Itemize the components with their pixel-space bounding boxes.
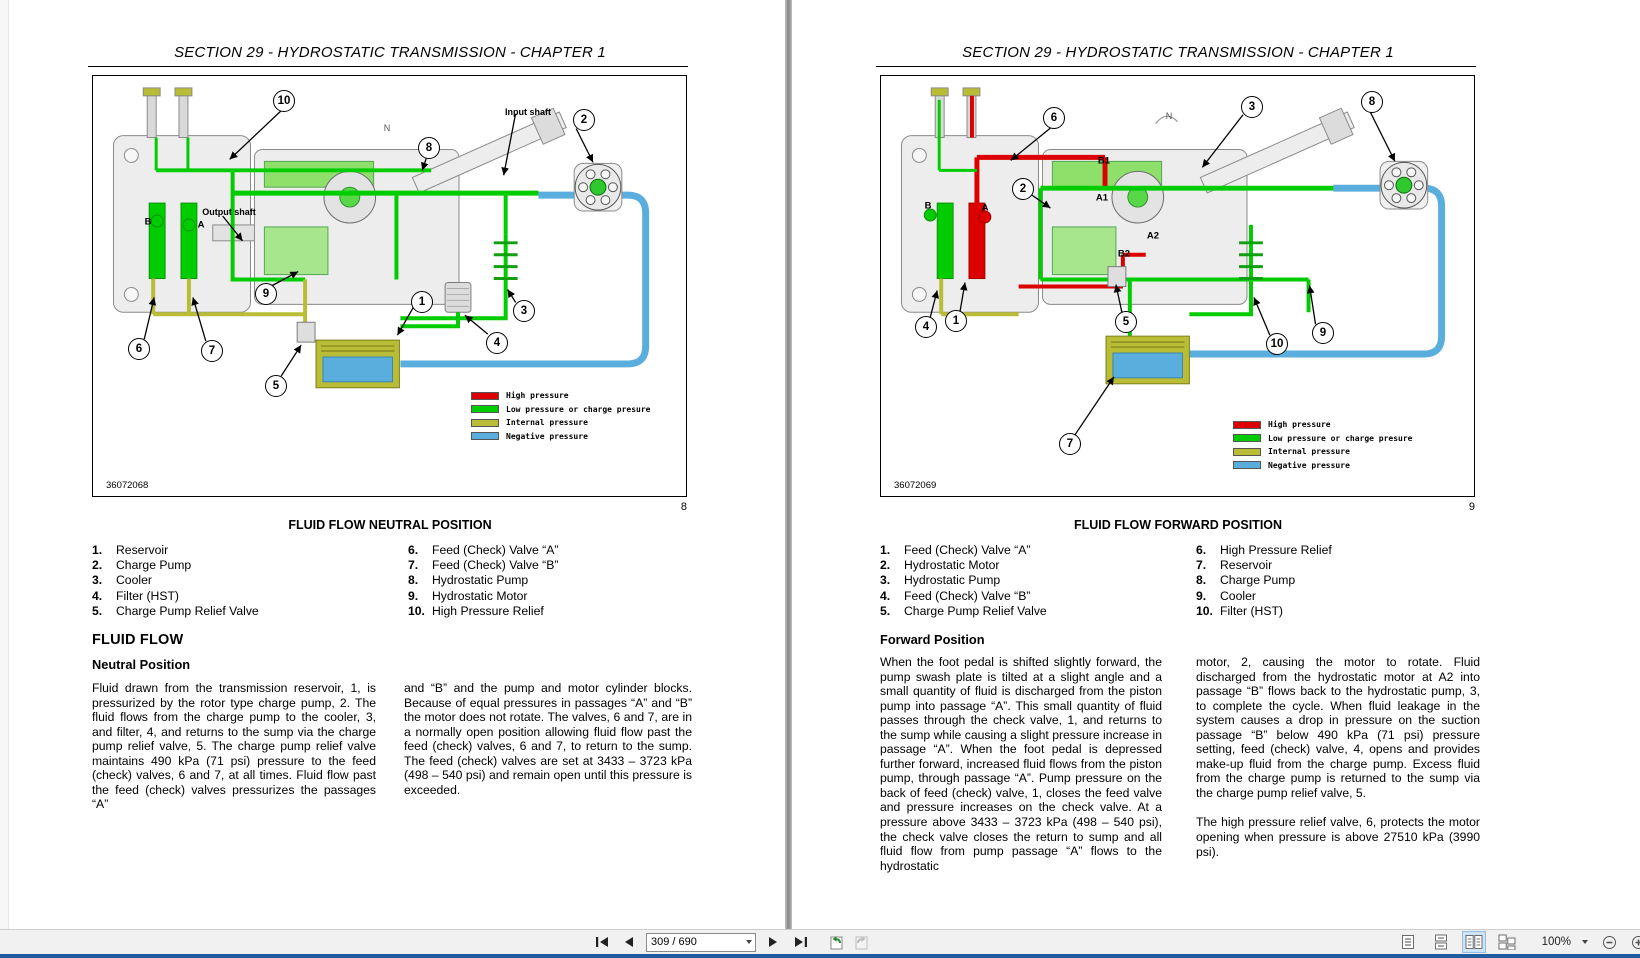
taskbar-edge (0, 954, 1640, 958)
callout-9: 9 (255, 283, 277, 305)
list-item-number: 2. (92, 558, 103, 573)
list-item-number: 6. (1196, 543, 1207, 557)
callout-6: 6 (1043, 107, 1065, 129)
page-number: 9 (1468, 501, 1475, 513)
callout-4: 4 (486, 332, 508, 354)
figure-number: 36072068 (106, 480, 149, 491)
legend-label: Negative pressure (506, 431, 588, 441)
first-page-button[interactable] (592, 932, 612, 952)
list-item-number: 1. (880, 543, 891, 557)
zoom-level-value: 100% (1541, 936, 1571, 948)
legend-list-right (1196, 543, 1486, 619)
figure-forward-position (880, 75, 1475, 497)
legend-label: High pressure (1268, 420, 1331, 429)
single-page-layout-button[interactable] (1396, 931, 1420, 953)
callout-6: 6 (128, 338, 150, 360)
body-text-column-1: Fluid drawn from the transmission reservoir, 1, is pressurized by the rotor type charge pump, 2. The fluid flows from the charge pump to the cooler, 3, and filter, 4, and returns to the sump via the charge pump relief valve, 5. The charge pump relief valve maintains 490 kPa (71 psi) pressure to the feed (check) valves, 6 and 7, at all times. Fluid flow past the feed (check) valves pressurizes the passages “A” (92, 681, 376, 812)
list-item-number: 7. (1196, 558, 1207, 573)
section-header: SECTION 29 - HYDROSTATIC TRANSMISSION - CHAPTER 1 (962, 44, 1394, 61)
list-item-number: 8. (408, 573, 419, 588)
list-item (880, 604, 1170, 619)
label-port-b: B (144, 216, 152, 228)
callout-5: 5 (1115, 311, 1137, 333)
list-item-label: Charge Pump (116, 558, 192, 573)
legend-row (1233, 460, 1413, 471)
relief-valve-shape (1108, 267, 1126, 287)
page-gap-divider (785, 0, 792, 929)
previous-view-button[interactable] (825, 932, 845, 952)
list-item-label: Filter (HST) (1220, 603, 1283, 618)
list-item-number: 2. (880, 558, 891, 573)
body-paragraph: The high pressure relief valve, 6, protects the motor opening when pressure is above 27510 kPa (3990 psi). (1196, 815, 1480, 859)
list-item (1196, 558, 1486, 573)
list-item-label: Cooler (1220, 588, 1256, 603)
label-port-a: A (197, 219, 205, 231)
list-item-label: High Pressure Relief (1220, 543, 1332, 557)
label-output-shaft: Output shaft (202, 207, 256, 217)
passage-a-bar (181, 203, 197, 278)
list-item-number: 6. (408, 543, 419, 557)
callout-5: 5 (265, 375, 287, 397)
internal-pressure-swatch (1233, 448, 1261, 456)
list-item-label: Hydrostatic Pump (904, 573, 1001, 588)
list-item-number: 5. (92, 603, 103, 618)
continuous-layout-button[interactable] (1429, 931, 1453, 953)
negative-pressure-swatch (1233, 461, 1261, 469)
body-text-column-2 (1196, 655, 1480, 874)
page-number-value: 309 / 690 (651, 936, 697, 948)
section-header: SECTION 29 - HYDROSTATIC TRANSMISSION - CHAPTER 1 (174, 44, 606, 61)
header-rule (88, 66, 688, 67)
list-item-number: 9. (1196, 588, 1207, 603)
callout-2: 2 (573, 109, 595, 131)
relief-valve-shape (297, 322, 315, 342)
list-item (408, 543, 698, 558)
passage-b-bar (149, 203, 165, 278)
list-item (408, 604, 698, 619)
legend-label: Negative pressure (1268, 460, 1350, 470)
subsection-heading: Forward Position (880, 632, 985, 647)
legend-row (471, 417, 651, 428)
legend-label: Internal pressure (506, 418, 588, 427)
body-text-column-2: and “B” and the pump and motor cylinder blocks. Because of equal pressures in passages “A” and “B” the motor does not rotate. The valves, 6 and 7, are in a normally open position allowing fluid flow past the feed (check) valves, 6 and 7, to return to the sump. The feed (check) valves are set at 3433 – 3723 kPa (498 – 540 psi) and remain open until this pressure is exceeded. (404, 681, 692, 797)
list-item (880, 543, 1170, 558)
legend-row (471, 390, 651, 401)
list-item-label: Feed (Check) Valve “A” (432, 543, 559, 557)
callout-10: 10 (1266, 333, 1288, 355)
legend-label: High pressure (506, 391, 569, 400)
label-port-b: B (924, 200, 932, 212)
legend-label: Low pressure or charge presure (506, 404, 651, 414)
label-port-a: A (981, 202, 989, 214)
legend-row (1233, 433, 1413, 444)
list-item (880, 558, 1170, 573)
legend-list-left (880, 543, 1170, 619)
callout-3: 3 (513, 300, 535, 322)
pdf-page-8 (88, 0, 692, 929)
list-item (92, 604, 382, 619)
legend-row (471, 431, 651, 442)
reservoir-shape (1106, 336, 1189, 384)
list-item (880, 589, 1170, 604)
cooler-coil-shape (494, 235, 518, 291)
label-n: N (383, 123, 391, 133)
list-item-number: 10. (1196, 603, 1213, 618)
page-number-combobox[interactable] (646, 933, 756, 952)
pdf-page-9 (876, 0, 1480, 929)
callout-8: 8 (1361, 91, 1383, 113)
list-item (880, 573, 1170, 588)
callout-1: 1 (411, 291, 433, 313)
list-item (408, 589, 698, 604)
callout-8: 8 (418, 137, 440, 159)
list-item (408, 573, 698, 588)
passage-b-bar (937, 203, 953, 278)
list-item (92, 543, 382, 558)
list-item (1196, 573, 1486, 588)
list-item (92, 558, 382, 573)
reservoir-shape (316, 340, 399, 388)
list-item-label: Feed (Check) Valve “B” (904, 588, 1031, 603)
high-pressure-swatch (1233, 421, 1261, 429)
figure-caption: FLUID FLOW FORWARD POSITION (1073, 518, 1283, 532)
list-item-label: Feed (Check) Valve “A” (904, 543, 1031, 557)
body-text-column-1: When the foot pedal is shifted slightly forward, the pump swash plate is tilted at a slight angle and a small quantity of fluid is discharged from the piston pump into passage “A”. This small quantity of fluid passes through the check valve, 1, and returns to the sump while causing a slight pressure increase in passage “A”. When the foot pedal is depressed further forward, increased fluid flows from the piston pump, through passage “A”. Pump pressure on the back of feed (check) valve, 1, closes the feed valve and pressure increases on the check valve. At a pressure above 3433 – 3723 kPa (498 – 540 psi), the check valve closes the return to sump and all fluid flow from pump passage “A” flows to the hydrostatic (880, 655, 1162, 873)
list-item-label: Reservoir (116, 543, 169, 557)
last-page-button[interactable] (790, 932, 810, 952)
list-item-number: 9. (408, 588, 419, 603)
legend-label: Low pressure or charge presure (1268, 433, 1413, 443)
legend-row (471, 404, 651, 415)
previous-page-button[interactable] (619, 932, 639, 952)
label-input-shaft: Input shaft (505, 107, 551, 117)
label-b2: B2 (1117, 248, 1131, 260)
window-left-edge (0, 0, 9, 929)
facing-continuous-layout-button[interactable] (1495, 931, 1519, 953)
callout-7: 7 (1059, 433, 1081, 455)
list-item-number: 1. (92, 543, 103, 557)
list-item-number: 8. (1196, 573, 1207, 588)
legend-label: Internal pressure (1268, 447, 1350, 456)
list-item-number: 4. (880, 588, 891, 603)
list-item-label: Hydrostatic Motor (432, 588, 528, 603)
low-pressure-swatch (471, 405, 499, 413)
list-item (1196, 589, 1486, 604)
view-controls-group (1396, 931, 1638, 953)
label-a2: A2 (1146, 230, 1160, 242)
list-item-number: 7. (408, 558, 419, 573)
callout-7: 7 (201, 340, 223, 362)
list-item-label: Cooler (116, 573, 152, 588)
subsection-heading: Neutral Position (92, 657, 191, 672)
body-paragraph: motor, 2, causing the motor to rotate. Fluid discharged from the hydrostatic motor at A2 into passage “B” flows back to the hydrostatic pump, 3, to complete the cycle. When fluid leakage in the system causes a drop in pressure on the suction passage “B” below 490 kPa (71 psi) pressure setting, feed (check) valve, 4, opens and provides make-up fluid from the charge pump. Excess fluid from the charge pump is returned to the sump via the charge pump relief valve, 5. (1196, 655, 1480, 800)
high-pressure-swatch (471, 392, 499, 400)
list-item-label: Filter (HST) (116, 588, 179, 603)
internal-pressure-swatch (471, 419, 499, 427)
list-item-number: 5. (880, 603, 891, 618)
list-item-label: Reservoir (1220, 558, 1273, 573)
list-item (92, 573, 382, 588)
list-item-number: 3. (880, 573, 891, 588)
list-item-label: Charge Pump Relief Valve (116, 603, 259, 618)
figure-number: 36072069 (894, 480, 937, 491)
zoom-dropdown-button[interactable] (1580, 932, 1590, 952)
facing-pages-layout-button[interactable] (1462, 931, 1486, 953)
next-page-button[interactable] (763, 932, 783, 952)
label-n: N (1165, 111, 1173, 121)
page-navigation-group (592, 931, 872, 953)
callout-9: 9 (1312, 322, 1334, 344)
callout-3: 3 (1241, 96, 1263, 118)
list-item (1196, 604, 1486, 619)
hydrostatic-motor-shape (574, 163, 622, 211)
callout-2: 2 (1012, 178, 1034, 200)
list-item-label: Feed (Check) Valve “B” (432, 558, 559, 573)
list-item-number: 10. (408, 603, 425, 618)
label-a1: A1 (1095, 192, 1109, 204)
list-item-number: 3. (92, 573, 103, 588)
list-item (92, 589, 382, 604)
pressure-legend (471, 390, 651, 444)
callout-1: 1 (945, 310, 967, 332)
viewer-toolbar (0, 929, 1640, 954)
list-item-number: 4. (92, 588, 103, 603)
pressure-legend (1233, 419, 1413, 473)
figure-caption: FLUID FLOW NEUTRAL POSITION (288, 518, 492, 532)
low-pressure-swatch (1233, 434, 1261, 442)
legend-row (1233, 419, 1413, 430)
list-item (1196, 543, 1486, 558)
list-item-label: Hydrostatic Pump (432, 573, 529, 588)
legend-row (1233, 446, 1413, 457)
callout-4: 4 (915, 316, 937, 338)
hydrostatic-motor-shape (1380, 161, 1428, 209)
chevron-down-icon (1582, 940, 1588, 944)
negative-pressure-swatch (471, 432, 499, 440)
callout-10: 10 (273, 90, 295, 112)
page-number: 8 (680, 501, 687, 513)
label-b1: B1 (1097, 155, 1111, 167)
section-heading: FLUID FLOW (92, 632, 184, 648)
list-item-label: Charge Pump (1220, 573, 1296, 588)
next-view-button[interactable] (852, 932, 872, 952)
list-item (408, 558, 698, 573)
figure-neutral-position (92, 75, 687, 497)
zoom-out-button[interactable] (1599, 932, 1619, 952)
legend-list-right (408, 543, 698, 619)
list-item-label: High Pressure Relief (432, 603, 544, 618)
zoom-in-button[interactable] (1628, 932, 1640, 952)
chevron-down-icon (746, 940, 752, 944)
legend-list-left (92, 543, 382, 619)
list-item-label: Hydrostatic Motor (904, 558, 1000, 573)
list-item-label: Charge Pump Relief Valve (904, 603, 1047, 618)
header-rule (876, 66, 1476, 67)
